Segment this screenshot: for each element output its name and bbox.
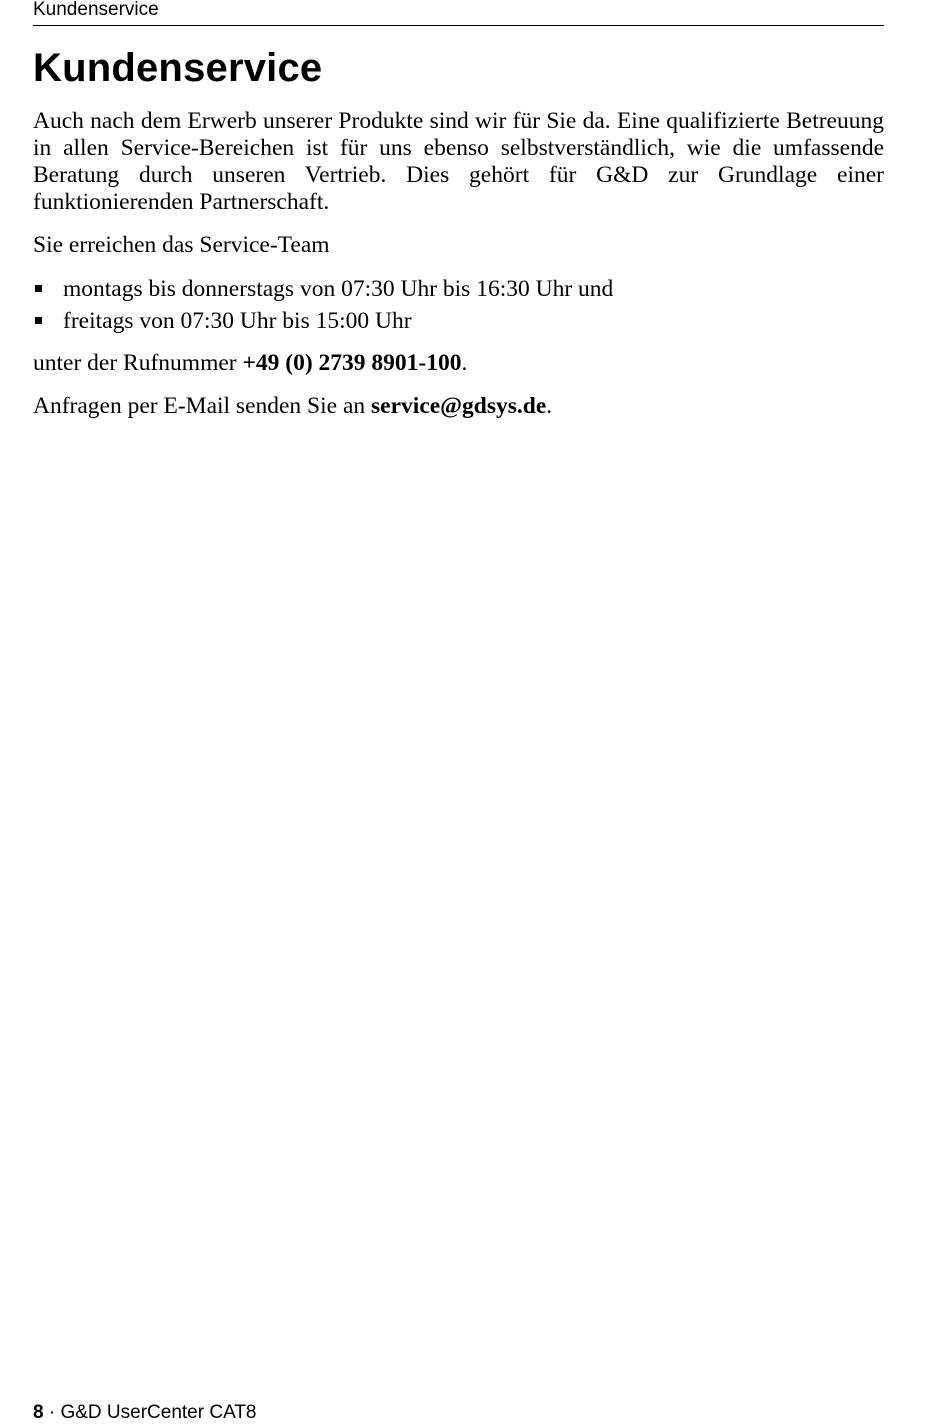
square-bullet-icon (35, 317, 42, 324)
service-hours-weekdays: montags bis donnerstags von 07:30 Uhr bis 16:30 Uhr und (63, 276, 614, 302)
manual-title: G&D UserCenter CAT8 (60, 1402, 257, 1423)
phone-number: +49 (0) 2739 8901-100 (242, 350, 462, 376)
email-address-link[interactable]: service@gdsys.de (371, 393, 547, 419)
email-prefix: Anfragen per E-Mail senden Sie an (33, 393, 372, 419)
phone-suffix: . (461, 350, 468, 376)
email-suffix: . (546, 393, 553, 419)
list-item (33, 308, 884, 340)
square-bullet-icon (35, 285, 42, 292)
service-hours-friday: freitags von 07:30 Uhr bis 15:00 Uhr (63, 308, 412, 334)
page-footer (33, 1402, 257, 1424)
footer-separator: · (43, 1402, 61, 1423)
phone-prefix: unter der Rufnummer (33, 350, 243, 376)
email-paragraph (33, 393, 884, 420)
phone-paragraph (33, 350, 884, 377)
intro-paragraph: Auch nach dem Erwerb unserer Produkte sind wir für Sie da. Eine qualifizierte Betreuung in allen Service-Bereichen ist für uns ebenso selbstverständlich, wie die umfassende Beratung durch unseren Vertrieb. Dies gehört für G&D zur Grundlage einer funktionierenden Partnerschaft. (33, 108, 884, 215)
list-item (33, 276, 884, 308)
service-hours-list (33, 276, 884, 340)
running-header-title: Kundenservice (33, 0, 159, 20)
page-number: 8 (33, 1402, 44, 1423)
page-title: Kundenservice (33, 46, 323, 90)
reach-paragraph: Sie erreichen das Service-Team (33, 232, 330, 258)
running-header (33, 0, 884, 26)
